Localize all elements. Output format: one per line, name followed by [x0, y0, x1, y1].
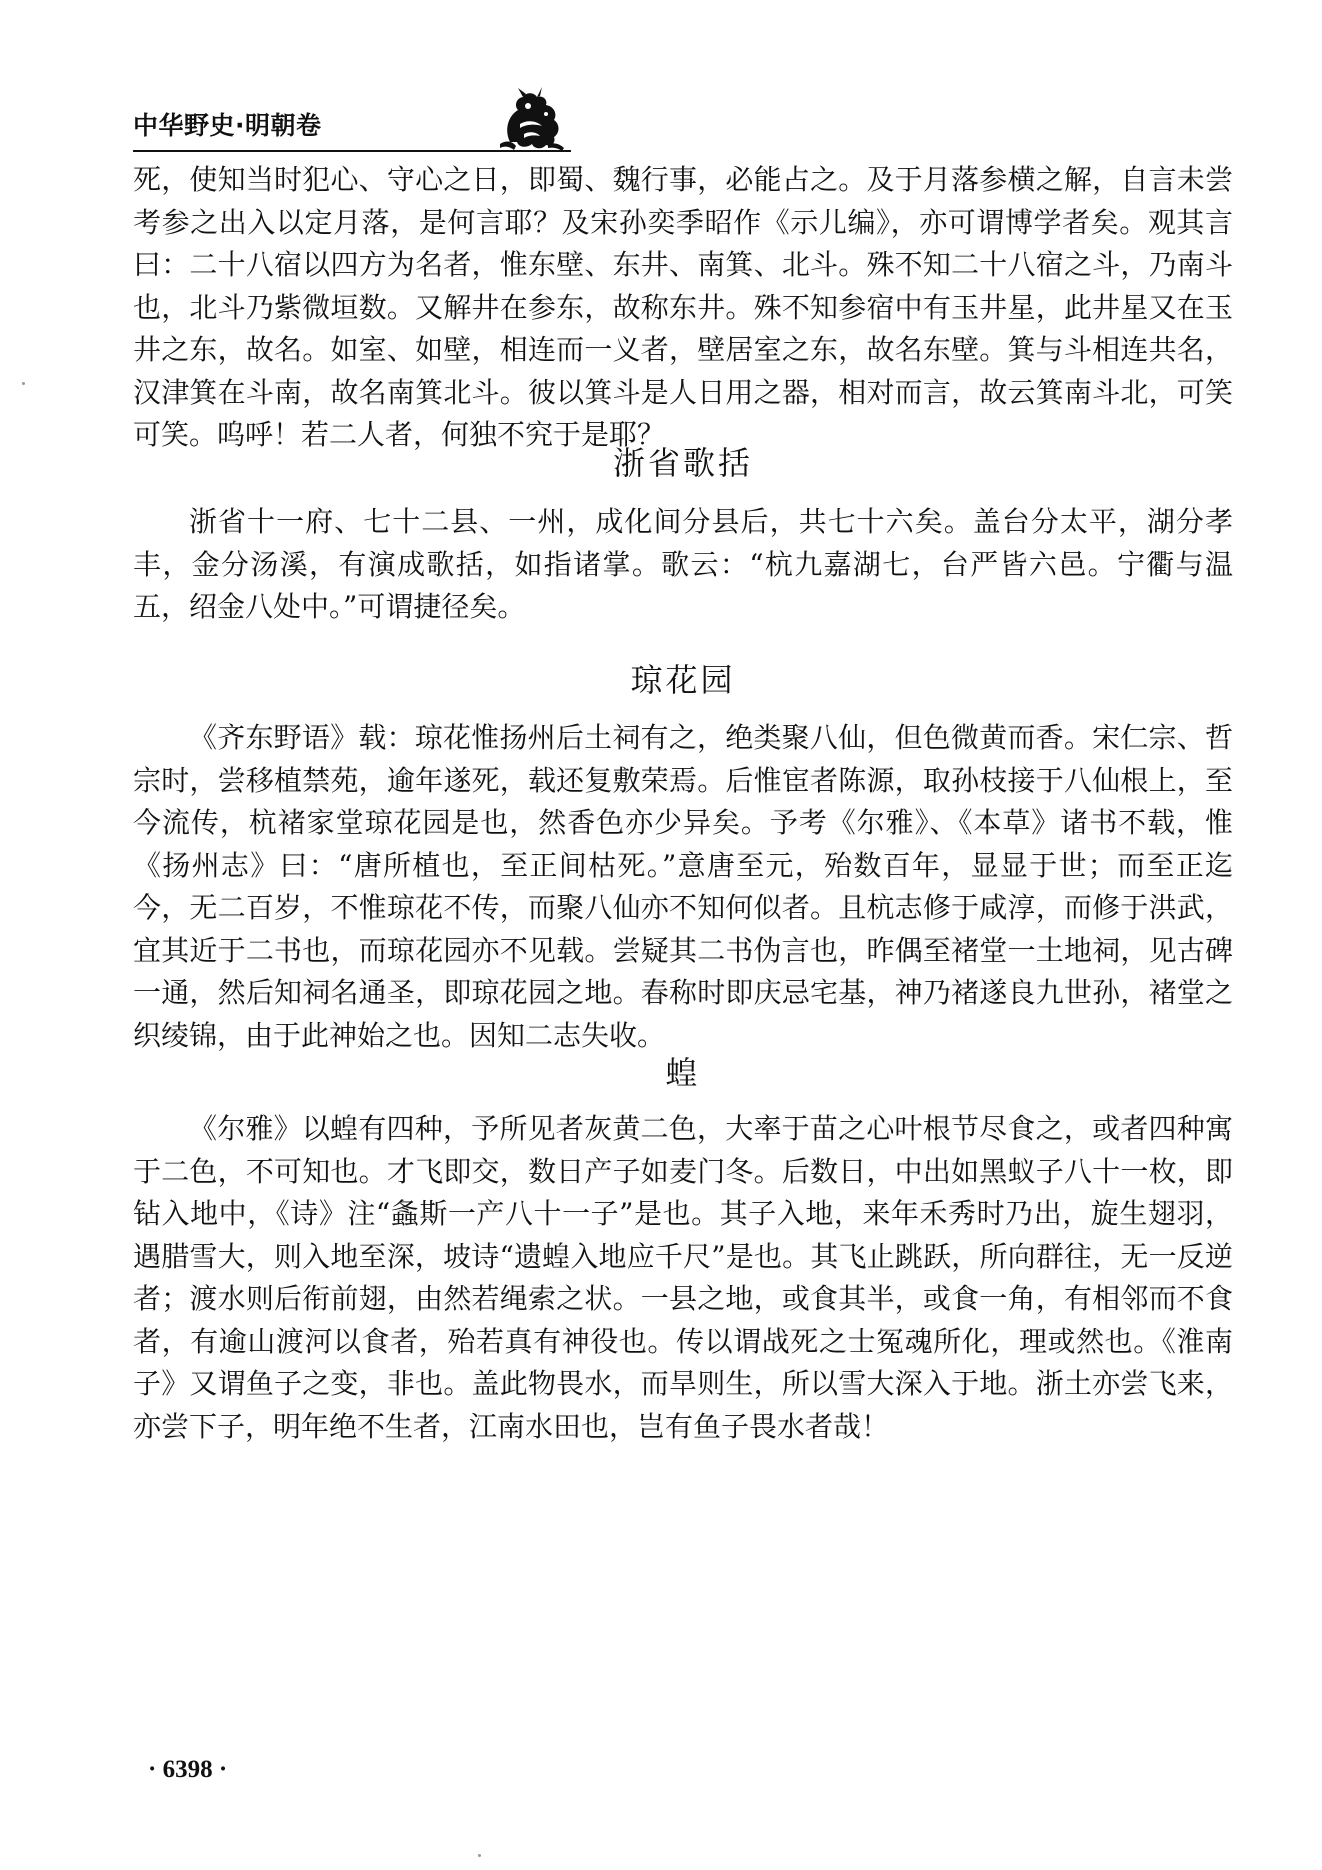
- header-rule: [133, 150, 571, 152]
- paragraph-zhe-sheng-ge-kuo: 浙省十一府、七十二县、一州，成化间分县后，共七十六矣。盖台分太平，湖分孝丰，金分汤溪，有演成歌括，如指诸掌。歌云：“杭九嘉湖七，台严皆六邑。宁衢与温五，绍金八处中。”可谓捷径矣。: [133, 505, 1233, 623]
- section-title-huang: 蝗: [665, 1054, 701, 1092]
- continued-paragraph: 死，使知当时犯心、守心之日，即蜀、魏行事，必能占之。及于月落参横之解，自言未尝考参之出入以定月落，是何言耶？及宋孙奕季昭作《示儿编》，亦可谓博学者矣。观其言曰：二十八宿以四方为名者，惟东壁、东井、南箕、北斗。殊不知二十八宿之斗，乃南斗也，北斗乃紫微垣数。又解井在参东，故称东井。殊不知参宿中有玉井星，此井星又在玉井之东，故名。如室、如壁，相连而一义者，壁居室之东，故名东壁。箕与斗相连共名，汉津箕在斗南，故名南箕北斗。彼以箕斗是人日用之器，相对而言，故云箕南斗北，可笑可笑。呜呼！若二人者，何独不究于是耶？: [133, 163, 1233, 451]
- scan-speck: [478, 1854, 481, 1857]
- paragraph-huang: 《尔雅》以蝗有四种，予所见者灰黄二色，大率于苗之心叶根节尽食之，或者四种寓于二色，不可知也。才飞即交，数日产子如麦门冬。后数日，中出如黑蚁子八十一枚，即钻入地中，《诗》注“螽斯一产八十一子”是也。其子入地，来年禾秀时乃出，旋生翅羽，遇腊雪大，则入地至深，坡诗“遗蝗入地应千尺”是也。其飞止跳跃，所向群往，无一反逆者；渡水则后衔前翅，由然若绳索之状。一县之地，或食其半，或食一角，有相邻而不食者，有逾山渡河以食者，殆若真有神役也。传以谓战死之士冤魂所化，理或然也。《淮南子》又谓鱼子之变，非也。盖此物畏水，而旱则生，所以雪大深入于地。浙土亦尝飞来，亦尝下子，明年绝不生者，江南水田也，岂有鱼子畏水者哉！: [133, 1112, 1233, 1443]
- section-title-zhe-sheng-ge-kuo: 浙省歌括: [612, 444, 753, 482]
- running-header: [133, 86, 571, 158]
- page-number: · 6398 ·: [148, 1756, 228, 1783]
- book-title: 中华野史·明朝卷: [133, 111, 322, 140]
- dragon-emblem-icon: [496, 86, 568, 152]
- section-title-qiong-hua-yuan: 琼花园: [630, 661, 736, 699]
- scan-speck: [22, 382, 25, 385]
- paragraph-qiong-hua-yuan: 《齐东野语》载：琼花惟扬州后土祠有之，绝类聚八仙，但色微黄而香。宋仁宗、哲宗时，尝移植禁苑，逾年遂死，载还复敷荣焉。后惟宦者陈源，取孙枝接于八仙根上，至今流传，杭褚家堂琼花园是也，然香色亦少异矣。予考《尔雅》、《本草》诸书不载，惟《扬州志》曰：“唐所植也，至正间枯死。”意唐至元，殆数百年，显显于世；而至正迄今，无二百岁，不惟琼花不传，而聚八仙亦不知何似者。且杭志修于咸淳，而修于洪武，宜其近于二书也，而琼花园亦不见载。尝疑其二书伪言也，昨偶至褚堂一土地祠，见古碑一通，然后知祠名通圣，即琼花园之地。春称时即庆忌宅基，神乃褚遂良九世孙，褚堂之织绫锦，由于此神始之也。因知二志失收。: [133, 721, 1233, 1052]
